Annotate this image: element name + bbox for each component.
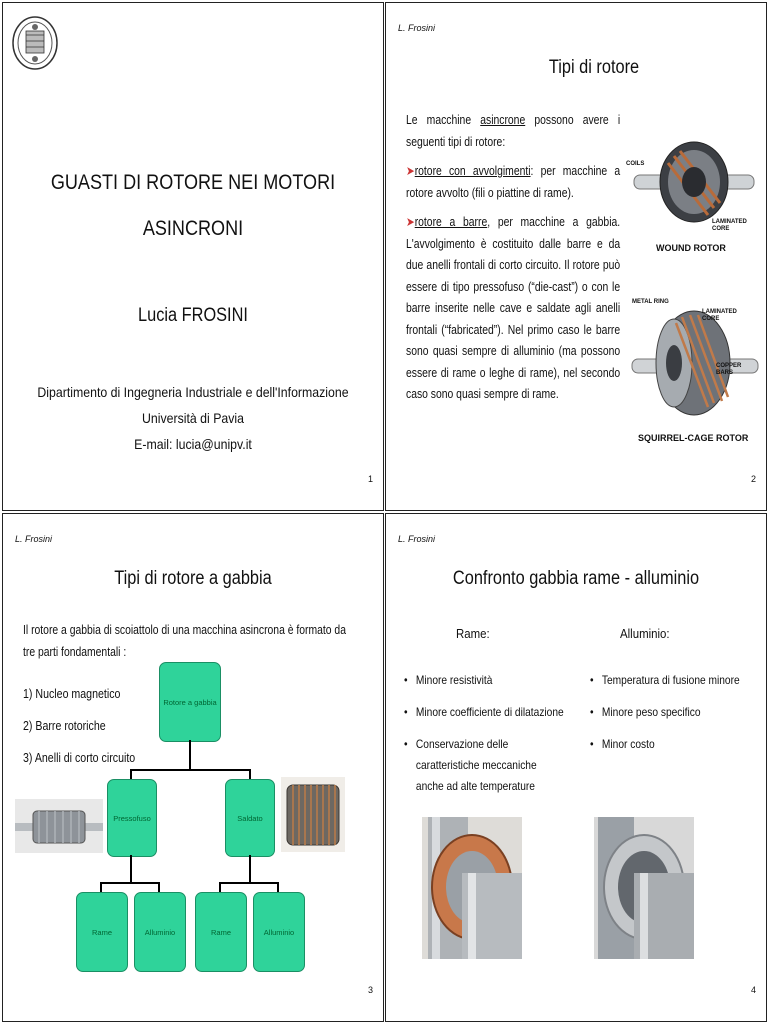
slide-3-intro: Il rotore a gabbia di scoiattolo di una macchina asincrona è formato da tre parti fondamentali : (23, 623, 346, 659)
list-item: 1) Nucleo magnetico (23, 687, 121, 701)
diagram-leaf-node: Alluminio (253, 892, 305, 972)
connector (277, 882, 279, 892)
list-item: • Minore resistività (404, 670, 566, 691)
connector (130, 769, 132, 779)
slide-author: L. Frosini (398, 23, 436, 33)
list-item: • Minore coefficiente di dilatazione (404, 702, 566, 723)
slide-4-title: Confronto gabbia rame - alluminio (452, 568, 700, 589)
laminated-core-label: LAMINATED CORE (712, 219, 747, 232)
connector (130, 769, 251, 771)
affiliation (26, 379, 360, 457)
slide-author: L. Frosini (398, 534, 436, 544)
die-cast-rotor-photo-icon (15, 799, 103, 853)
bullet-arrow-icon: ➤ (406, 164, 415, 178)
list-item: 3) Anelli di corto circuito (23, 751, 136, 765)
list-item: • Minor costo (590, 734, 752, 755)
aluminium-column-heading: Alluminio: (620, 626, 670, 641)
connector (189, 740, 191, 770)
wound-rotor-image (626, 121, 758, 261)
diagram-leaf-node: Rame (76, 892, 128, 972)
connector (249, 769, 251, 779)
connector (219, 882, 279, 884)
list-item: 2) Barre rotoriche (23, 719, 106, 733)
connector (100, 882, 160, 884)
connector (249, 855, 251, 883)
bar-rotor-item: ➤rotore a barre, per macchine a gabbia. L'avvolgimento è costituito dalle barre e da due anelli frontali di corto circuito. Il rotore può essere di tipo pressofuso (“die-cast”) o con le barre inserite nelle cave e saldate agli anelli frontali (“fabricated”). Nel primo caso le barre sono quasi sempre di alluminio (ma possono essere di rame o leghe di rame), nel secondo caso sono quasi sempre di rame. (406, 215, 621, 401)
metal-ring-label: METAL RING (632, 299, 669, 305)
university-seal-icon (11, 15, 59, 71)
connector (219, 882, 221, 892)
wound-rotor-caption: WOUND ROTOR (656, 243, 726, 253)
slide-author: L. Frosini (15, 534, 53, 544)
diagram-leaf-node: Rame (195, 892, 247, 972)
fabricated-rotor-photo-icon (281, 777, 345, 852)
slide-2 (385, 2, 767, 511)
slide-4 (385, 513, 767, 1022)
squirrel-cage-image (630, 293, 760, 453)
copper-bars-label: COPPER BARS (716, 363, 742, 376)
email-address: E-mail: lucia@unipv.it (134, 436, 252, 452)
list-item: • Temperatura di fusione minore (590, 670, 752, 691)
squirrel-cage-caption: SQUIRREL-CAGE ROTOR (638, 433, 749, 443)
diagram-root-node: Rotore a gabbia (159, 662, 221, 742)
slide-2-title: Tipi di rotore (548, 57, 640, 78)
page-number: 2 (750, 474, 756, 484)
connector (158, 882, 160, 892)
copper-cage-photo-icon (422, 817, 522, 959)
page-number: 3 (367, 985, 373, 995)
department: Dipartimento di Ingegneria Industriale e dell'Informazione (37, 384, 349, 400)
copper-list (404, 670, 566, 808)
laminated-core-label-2: LAMINATED CORE (702, 309, 737, 322)
aluminium-list (590, 670, 752, 766)
copper-column-heading: Rame: (456, 626, 490, 641)
diagram-node-pressofuso: Pressofuso (107, 779, 157, 857)
page-number: 4 (750, 985, 756, 995)
list-item: • Minore peso specifico (590, 702, 752, 723)
wound-rotor-item: ➤rotore con avvolgimenti: per macchine a rotore avvolto (fili o piattine di rame). (406, 164, 621, 200)
university: Università di Pavia (141, 410, 245, 426)
slide-3-title: Tipi di rotore a gabbia (114, 568, 272, 589)
aluminium-cage-photo-icon (594, 817, 694, 959)
bullet-arrow-icon: ➤ (406, 215, 415, 229)
slide-2-body (406, 110, 620, 406)
slide-1-title (30, 160, 357, 252)
slide-3 (2, 513, 384, 1022)
connector (100, 882, 102, 892)
title-line-2: ASINCRONI (142, 217, 244, 240)
page-number: 1 (367, 474, 373, 484)
diagram-leaf-node: Alluminio (134, 892, 186, 972)
list-item: • Conservazione delle caratteristiche meccaniche anche ad alte temperature (404, 734, 566, 797)
coils-label: COILS (626, 161, 645, 167)
slide-1 (2, 2, 384, 511)
presenter-name: Lucia FROSINI (138, 305, 248, 326)
diagram-node-saldato: Saldato (225, 779, 275, 857)
title-line-1: GUASTI DI ROTORE NEI MOTORI (50, 171, 336, 194)
intro-paragraph: Le macchine asincrone possono avere i seguenti tipi di rotore: (406, 113, 621, 149)
parts-list (23, 678, 135, 774)
connector (130, 855, 132, 883)
